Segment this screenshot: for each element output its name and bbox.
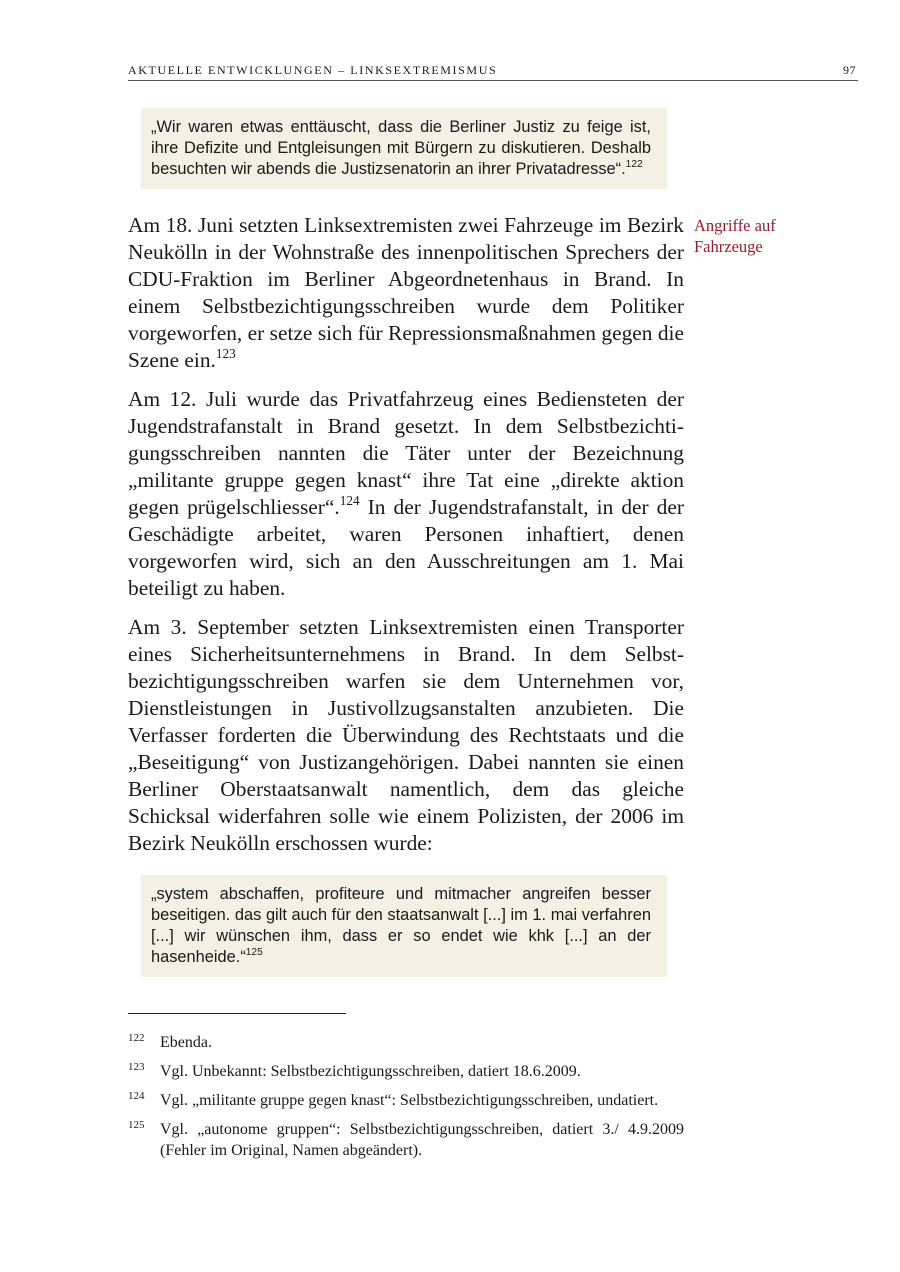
footnote-text: Ebenda. bbox=[160, 1034, 212, 1051]
paragraph-1-footnote-ref[interactable]: 123 bbox=[215, 345, 236, 361]
footnote bbox=[128, 1090, 684, 1111]
quote-1-footnote-ref[interactable]: 122 bbox=[625, 158, 643, 170]
paragraph-3-text: Am 3. September setzten Linksextremisten einen Transporter eines Sicherheitsunternehmens in Brand. In dem Selbstbezichtigungsschreiben warfen sie dem Unternehmen vor, Dienstleistungen in Justivollzugsanstalten anzubieten. Die Verfasser forderten die Überwindung des Rechtstaats und die „Beseitigung“ von Justizangehörigen. Dabei nannten sie einen Berliner Oberstaatsanwalt namentlich, dem das gleiche Schicksal widerfahren solle wie einem Polizisten, der 2006 im Bezirk Neukölln erschossen wurde: bbox=[128, 615, 684, 855]
paragraph-3 bbox=[128, 614, 684, 857]
paragraph-2-text-after: In der Jugendstrafanstalt, in der der Geschädigte arbeitet, waren Personen inhaftiert, denen vorgeworfen wird, sich an den Ausschreitungen am 1. Mai beteiligt zu haben. bbox=[128, 495, 684, 600]
footnote-text: Vgl. „autonome gruppen“: Selbstbezichtigungsschreiben, datiert 3./ 4.9.2009 (Fehler im Original, Namen abgeändert). bbox=[160, 1121, 684, 1159]
quote-1-text: „Wir waren etwas enttäuscht, dass die Berliner Justiz zu feige ist, ihre Defizite und Entgleisungen mit Bürgern zu diskutieren. Deshalb besuchten wir abends die Justizsenatorin an ihrer Privatadresse“. bbox=[151, 118, 651, 178]
page-number: 97 bbox=[843, 63, 856, 77]
footnote-number: 123 bbox=[128, 1061, 145, 1073]
paragraph-2-text-before: Am 12. Juli wurde das Privatfahrzeug eines Bediensteten der Jugendstrafanstalt in Brand gesetzt. In dem Selbstbezichtigungsschreiben nannten die Täter unter der Bezeichnung „militante gruppe gegen knast“ ihre Tat eine „direkte aktion gegen prügelschliesser“. bbox=[128, 387, 684, 519]
footnote-text: Vgl. Unbekannt: Selbstbezichtigungsschreiben, datiert 18.6.2009. bbox=[160, 1063, 581, 1080]
footnote bbox=[128, 1061, 684, 1082]
quote-block-2 bbox=[141, 875, 667, 977]
footnotes bbox=[128, 1032, 684, 1169]
footnote-number: 122 bbox=[128, 1032, 145, 1044]
margin-note: Angriffe auf Fahrzeuge bbox=[694, 216, 776, 256]
footnote-number: 125 bbox=[128, 1119, 145, 1131]
quote-2-footnote-ref[interactable]: 125 bbox=[245, 946, 263, 958]
running-header bbox=[128, 62, 858, 81]
paragraph-2-footnote-ref[interactable]: 124 bbox=[339, 492, 360, 508]
quote-block-1 bbox=[141, 108, 667, 189]
footnote bbox=[128, 1119, 684, 1161]
footnote-text: Vgl. „militante gruppe gegen knast“: Selbstbezichtigungsschreiben, undatiert. bbox=[160, 1092, 659, 1109]
footnote bbox=[128, 1032, 684, 1053]
paragraph-2 bbox=[128, 386, 684, 602]
paragraph-1-text: Am 18. Juni setzten Linksextremisten zwei Fahrzeuge im Bezirk Neukölln in der Wohnstraße des innenpolitischen Sprechers der CDU-Fraktion im Berliner Abgeordnetenhaus in Brand. In einem Selbstbezichtigungsschreiben wurde dem Politiker vorgeworfen, er setze sich für Repressionsmaßnahmen gegen die Szene ein. bbox=[128, 213, 684, 372]
header-title: AKTUELLE ENTWICKLUNGEN – LINKSEXTREMISMUS bbox=[128, 63, 498, 77]
footnote-number: 124 bbox=[128, 1090, 145, 1102]
paragraph-1 bbox=[128, 212, 684, 374]
quote-2-text: „system abschaffen, profiteure und mitmacher angreifen besser beseitigen. das gilt auch für den staatsanwalt [...] im 1. mai verfahren [...] wir wünschen ihm, dass er so endet wie khk [...] an der hasenheide.“ bbox=[151, 885, 651, 966]
footnote-separator bbox=[128, 1013, 346, 1014]
